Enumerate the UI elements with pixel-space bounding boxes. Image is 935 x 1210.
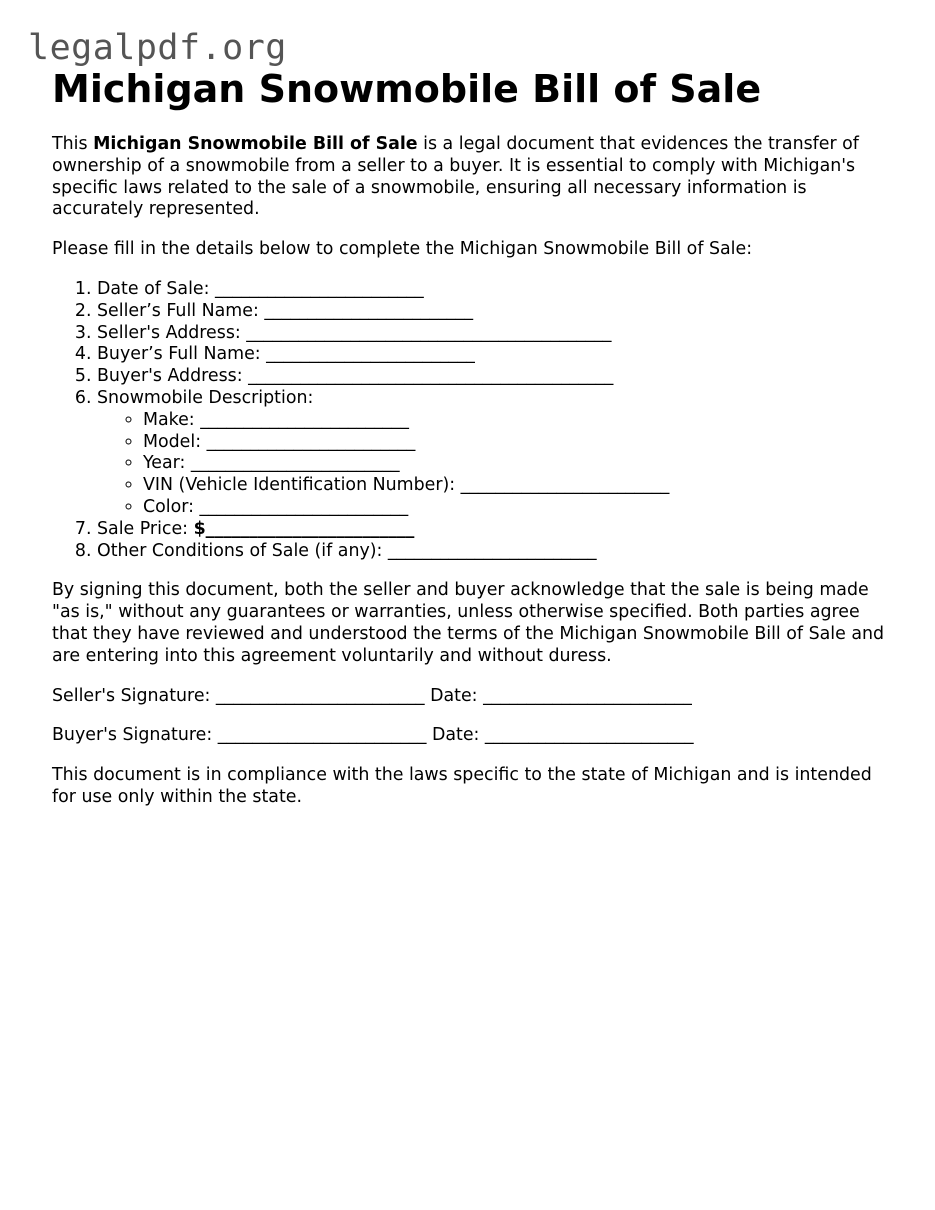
sale-price-label: Sale Price: [97, 518, 194, 539]
description-sublist [97, 410, 892, 519]
field-vin[interactable]: ◦ VIN (Vehicle Identification Number): ________________________ [143, 475, 892, 497]
watermark-logo: legalpdf.org [28, 28, 287, 68]
acknowledgement-paragraph: By signing this document, both the seller and buyer acknowledge that the sale is being made "as is," without any guarantees or warranties, unless otherwise specified. Both parties agree that they have reviewed and understood the terms of the Michigan Snowmobile Bill of Sale and are entering into this agreement voluntarily and without duress. [52, 580, 885, 666]
field-list [52, 279, 892, 562]
field-seller-address[interactable]: 3. Seller's Address: __________________________________________ [97, 323, 892, 345]
page-title: Michigan Snowmobile Bill of Sale [52, 67, 762, 111]
closing-paragraph: This document is in compliance with the laws specific to the state of Michigan and is intended for use only within the state. [52, 765, 872, 807]
description-label: Snowmobile Description: [97, 387, 314, 408]
field-date-of-sale[interactable]: 1. Date of Sale: ________________________ [97, 279, 892, 301]
field-snowmobile-description [97, 388, 892, 519]
field-model[interactable]: ◦ Model: ________________________ [143, 432, 892, 454]
seller-signature-line[interactable]: Seller's Signature: ________________________ Date: ________________________ [52, 685, 692, 706]
buyer-signature-line[interactable]: Buyer's Signature: ________________________ Date: ________________________ [52, 725, 694, 746]
field-buyer-address[interactable]: 5. Buyer's Address: __________________________________________ [97, 366, 892, 388]
field-color[interactable]: ◦ Color: ________________________ [143, 497, 892, 519]
field-year[interactable]: ◦ Year: ________________________ [143, 453, 892, 475]
instruction-paragraph: Please fill in the details below to complete the Michigan Snowmobile Bill of Sale: [52, 239, 753, 260]
field-make[interactable]: ◦ Make: ________________________ [143, 410, 892, 432]
intro-rest: is a legal document that evidences the transfer of ownership of a snowmobile from a seller to a buyer. It is essential to comply with Michigan's specific laws related to the sale of a snowmobile, ensuring all necessary information is accurately represented. [52, 134, 859, 220]
intro-lead: This [52, 134, 94, 154]
field-seller-name[interactable]: 2. Seller’s Full Name: ________________________ [97, 301, 892, 323]
field-other-conditions[interactable]: 8. Other Conditions of Sale (if any): ________________________ [97, 541, 892, 563]
field-sale-price[interactable] [97, 519, 892, 541]
intro-bold-title: Michigan Snowmobile Bill of Sale [93, 134, 418, 154]
field-buyer-name[interactable]: 4. Buyer’s Full Name: ________________________ [97, 344, 892, 366]
intro-paragraph [52, 134, 892, 221]
sale-price-blank[interactable]: $________________________ [193, 518, 415, 539]
document-page [52, 66, 892, 809]
